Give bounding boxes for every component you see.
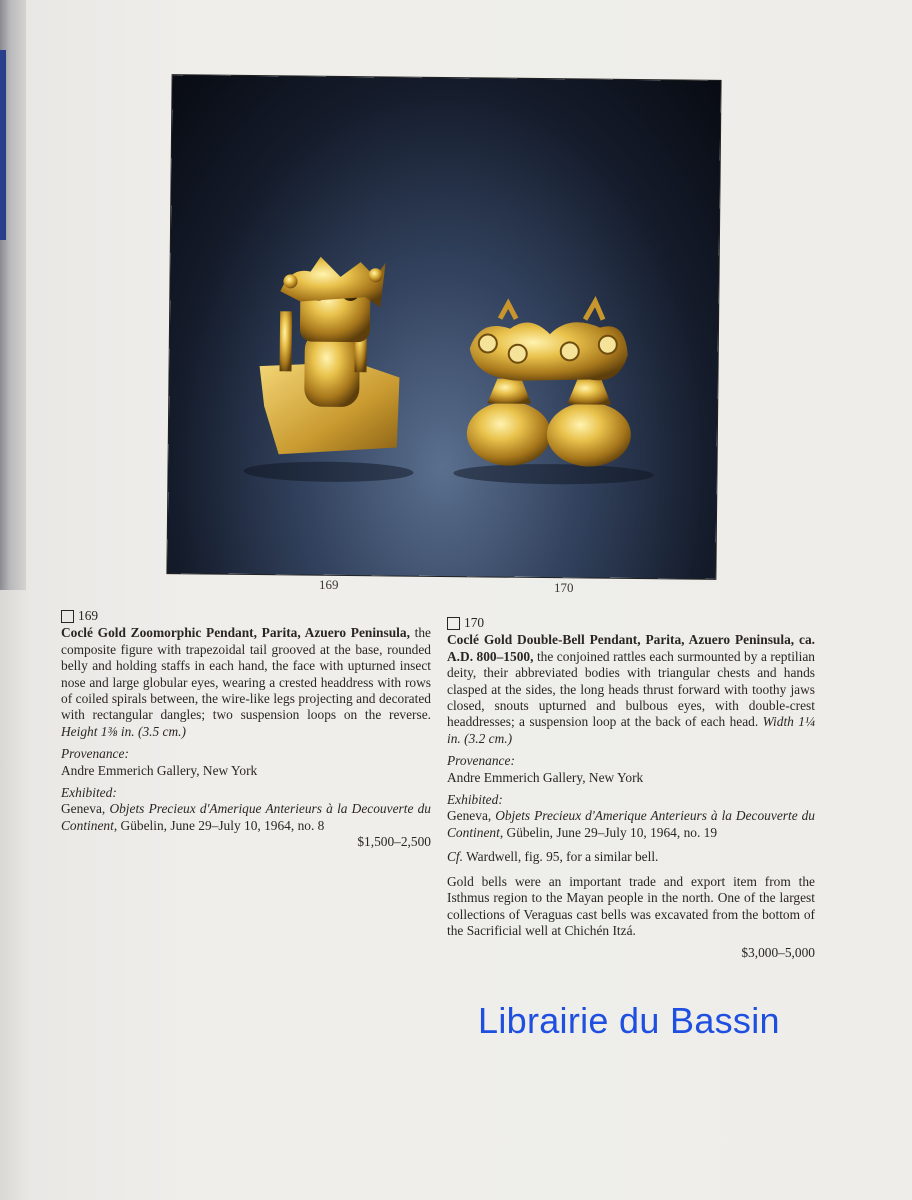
lot-170-exhibited-suffix: , Gübelin, June 29–July 10, 1964, no. 19 [499, 824, 718, 840]
lot-169-exhibited [61, 801, 431, 834]
lot-169-description: the composite figure with trapezoidal tail grooved at the base, rounded belly and holding staffs in each hand, the face with upturned insect nose and large globular eyes, wearing a crested headdress with rows of coiled spirals between, the wire-like legs projecting and decorated with rectangular dangles; two suspension loops on the reverse. [61, 625, 431, 723]
lot-170-exhibited [447, 808, 815, 841]
checkbox-square-icon [447, 617, 460, 630]
lot-170-exhibited-title: Objets Precieux d'Amerique Anterieurs à la Decouverte du Continent [447, 808, 815, 840]
lot-169-exhibited-suffix: , Gübelin, June 29–July 10, 1964, no. 8 [113, 817, 325, 833]
double-bell-pendant [453, 300, 655, 485]
lot-170-title: Coclé Gold Double-Bell Pendant, Parita, Azuero Peninsula, ca. A.D. 800–1500, [447, 632, 815, 664]
lot-169-title: Coclé Gold Zoomorphic Pendant, Parita, Azuero Peninsula, [61, 625, 410, 641]
lot-169-provenance-label: Provenance: [61, 746, 129, 762]
zoomorphic-pendant [243, 256, 415, 483]
lot-169-description-block [61, 625, 431, 740]
lot-170-exhibited-prefix: Geneva, [447, 808, 496, 824]
lot-170-cf-text: Wardwell, fig. 95, for a similar bell. [463, 849, 659, 865]
gold-pendants-photo [167, 75, 720, 579]
checkbox-square-icon [61, 610, 74, 623]
lot-170-number: 170 [464, 615, 485, 630]
lot-169-entry [61, 608, 431, 851]
lot-169-dimension: Height 1⅜ in. (3.5 cm.) [61, 723, 186, 739]
lot-170-entry [447, 615, 815, 962]
lot-170-dimension: Width 1¼ in. (3.2 cm.) [447, 714, 815, 746]
lot-170-provenance-label: Provenance: [447, 753, 515, 769]
lot-169-estimate: $1,500–2,500 [357, 834, 431, 850]
lot-169-exhibited-label: Exhibited: [61, 785, 117, 801]
lot-170-cf-label: Cf. [447, 849, 463, 865]
lot-169-exhibited-prefix: Geneva, [61, 801, 110, 817]
lot-170-exhibited-label: Exhibited: [447, 792, 503, 808]
pendants-illustration [167, 75, 720, 579]
photo-caption-169: 169 [319, 577, 339, 592]
lot-170-estimate: $3,000–5,000 [741, 945, 815, 961]
lot-170-cf [447, 849, 815, 865]
watermark: Librairie du Bassin [478, 1000, 780, 1041]
lot-170-description: the conjoined rattles each surmounted by a reptilian deity, their abbreviated bodies with triangular chests and hands clasped at the sides, the long heads thrust forward with toothy jaws closed, snouts upturned and bulbous eyes, with double-crest headdresses; a suspension loop at the back of each head. [447, 648, 816, 730]
binding-blue-strip [0, 50, 6, 240]
lot-170-note: Gold bells were an important trade and export item from the Isthmus region to the Mayan people in the north. One of the largest collections of Veraguas cast bells was excavated from the bottom of the Sacrificial well at Chichén Itzá. [447, 873, 815, 938]
lot-170-description-block [447, 632, 815, 747]
lot-170-number-row [447, 615, 815, 631]
lot-169-provenance: Andre Emmerich Gallery, New York [61, 762, 258, 778]
lot-170-provenance: Andre Emmerich Gallery, New York [447, 769, 644, 785]
photo-caption-170: 170 [554, 580, 574, 595]
lot-169-number-row [61, 608, 431, 624]
lot-169-exhibited-title: Objets Precieux d'Amerique Anterieurs à la Decouverte du Continent [61, 801, 431, 833]
lot-169-number: 169 [78, 608, 99, 623]
